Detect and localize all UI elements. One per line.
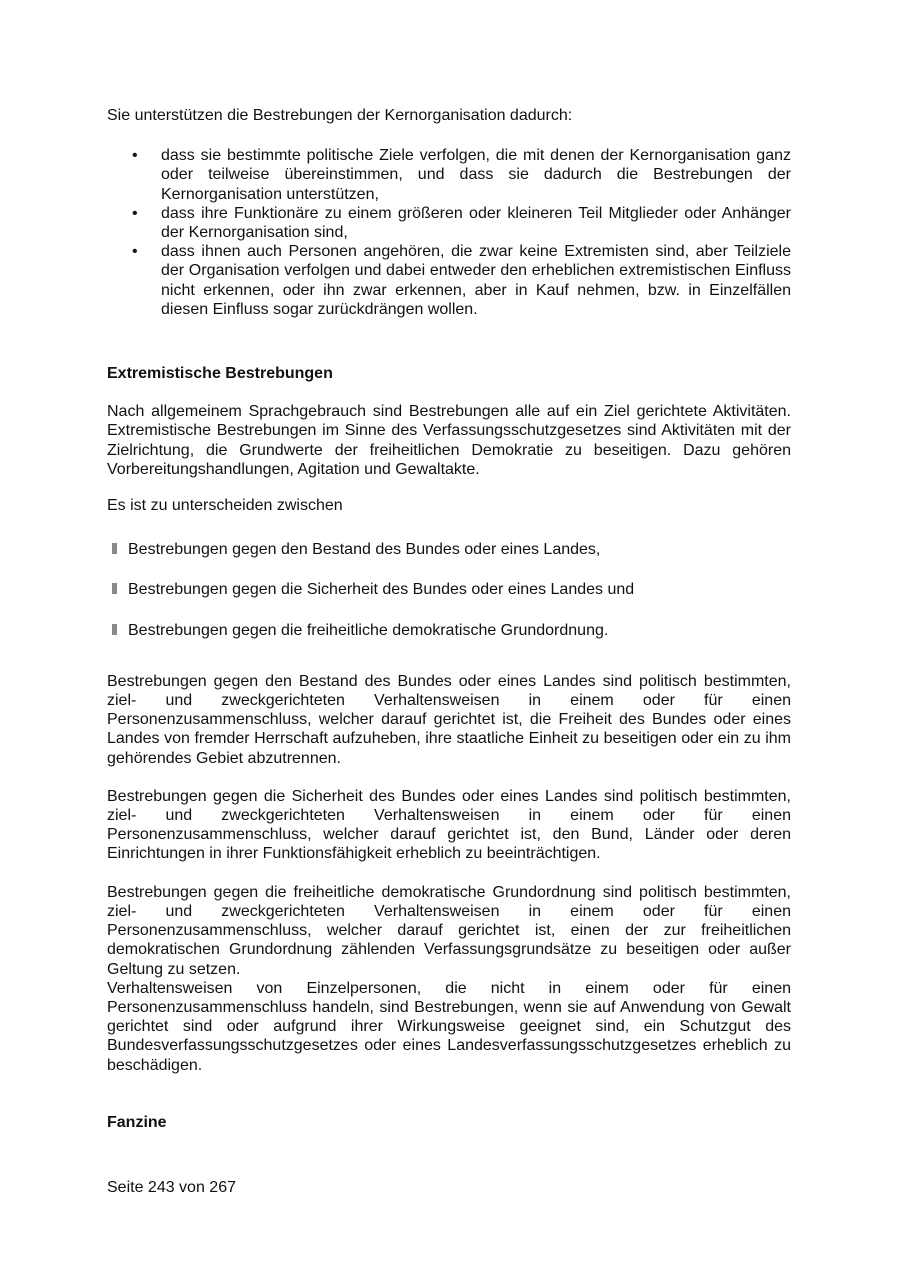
list-item: • dass ihre Funktionäre zu einem größeren oder kleineren Teil Mitglieder oder Anhänger der Kernorganisation sind, [107, 204, 791, 242]
paragraph: Bestrebungen gegen die freiheitliche demokratische Grundordnung sind politisch bestimmten, ziel- und zweckgerichteten Verhaltensweisen in einem oder für einen Personenzusammenschluss, welcher darauf gerichtet ist, einen der zur freiheitlichen demokratischen Grundordnung zählenden Verfassungsgrundsätze zu beseitigen oder außer Geltung zu setzen. [107, 883, 791, 978]
section-heading-extremistische: Extremistische Bestrebungen [107, 365, 333, 383]
list-item [112, 621, 791, 640]
intro-text: Sie unterstützen die Bestrebungen der Kernorganisation dadurch: [107, 107, 573, 124]
square-bullet-icon [112, 583, 117, 594]
paragraph: Bestrebungen gegen den Bestand des Bundes oder eines Landes sind politisch bestimmten, ziel- und zweckgerichteten Verhaltensweisen in einem oder für einen Personenzusammenschluss, welcher darauf gerichtet ist, die Freiheit des Bundes oder eines Landes von fremder Herrschaft aufzuheben, ihre staatliche Einheit zu beseitigen oder ein zu ihm gehörendes Gebiet abzutrennen. [107, 672, 791, 767]
paragraph: Bestrebungen gegen die Sicherheit des Bundes oder eines Landes sind politisch bestimmten, ziel- und zweckgerichteten Verhaltensweisen in einem oder für einen Personenzusammenschluss, welcher darauf gerichtet ist, den Bund, Länder oder deren Einrichtungen in ihrer Funktionsfähigkeit erheblich zu beeinträchtigen. [107, 787, 791, 863]
page-number: Seite 243 von 267 [107, 1179, 236, 1196]
paragraph: Verhaltensweisen von Einzelpersonen, die nicht in einem oder für einen Personenzusammenschluss handeln, sind Bestrebungen, wenn sie auf Anwendung von Gewalt gerichtet sind oder aufgrund ihrer Wirkungsweise geeignet sind, ein Schutzgut des Bundesverfassungsschutzgesetzes oder eines Landesverfassungsschutzgesetzes erheblich zu beschädigen. [107, 979, 791, 1074]
square-bullet-icon [112, 624, 117, 635]
list-item [112, 540, 791, 559]
list-item [112, 580, 791, 599]
list-item: • dass ihnen auch Personen angehören, die zwar keine Extremisten sind, aber Teilziele der Organisation verfolgen und dabei entweder den erheblichen extremistischen Einfluss nicht erkennen, oder ihn zwar erkennen, aber in Kauf nehmen, bzw. in Einzelfällen diesen Einfluss sogar zurückdrängen wollen. [107, 242, 791, 319]
document-page [107, 106, 791, 1132]
list-item-text: Bestrebungen gegen den Bestand des Bundes oder eines Landes, [128, 541, 601, 559]
list-item: • dass sie bestimmte politische Ziele verfolgen, die mit denen der Kernorganisation ganz oder teilweise übereinstimmen, und dass sie dadurch die Bestrebungen der Kernorganisation unterstützen, [107, 146, 791, 204]
square-bullet-icon [112, 543, 117, 554]
section-heading-fanzine: Fanzine [107, 1113, 167, 1131]
list-item-text: Bestrebungen gegen die Sicherheit des Bundes oder eines Landes und [128, 581, 635, 599]
list-item-text: Bestrebungen gegen die freiheitliche demokratische Grundordnung. [128, 621, 609, 639]
bullet-list [107, 146, 791, 319]
paragraph: Nach allgemeinem Sprachgebrauch sind Bestrebungen alle auf ein Ziel gerichtete Aktivitäten. Extremistische Bestrebungen im Sinne des Verfassungsschutzgesetzes sind Aktivitäten mit der Zielrichtung, die Grundwerte der freiheitlichen Demokratie zu beseitigen. Dazu gehören Vorbereitungshandlungen, Agitation und Gewaltakte. [107, 403, 791, 478]
paragraph: Es ist zu unterscheiden zwischen [107, 497, 343, 515]
